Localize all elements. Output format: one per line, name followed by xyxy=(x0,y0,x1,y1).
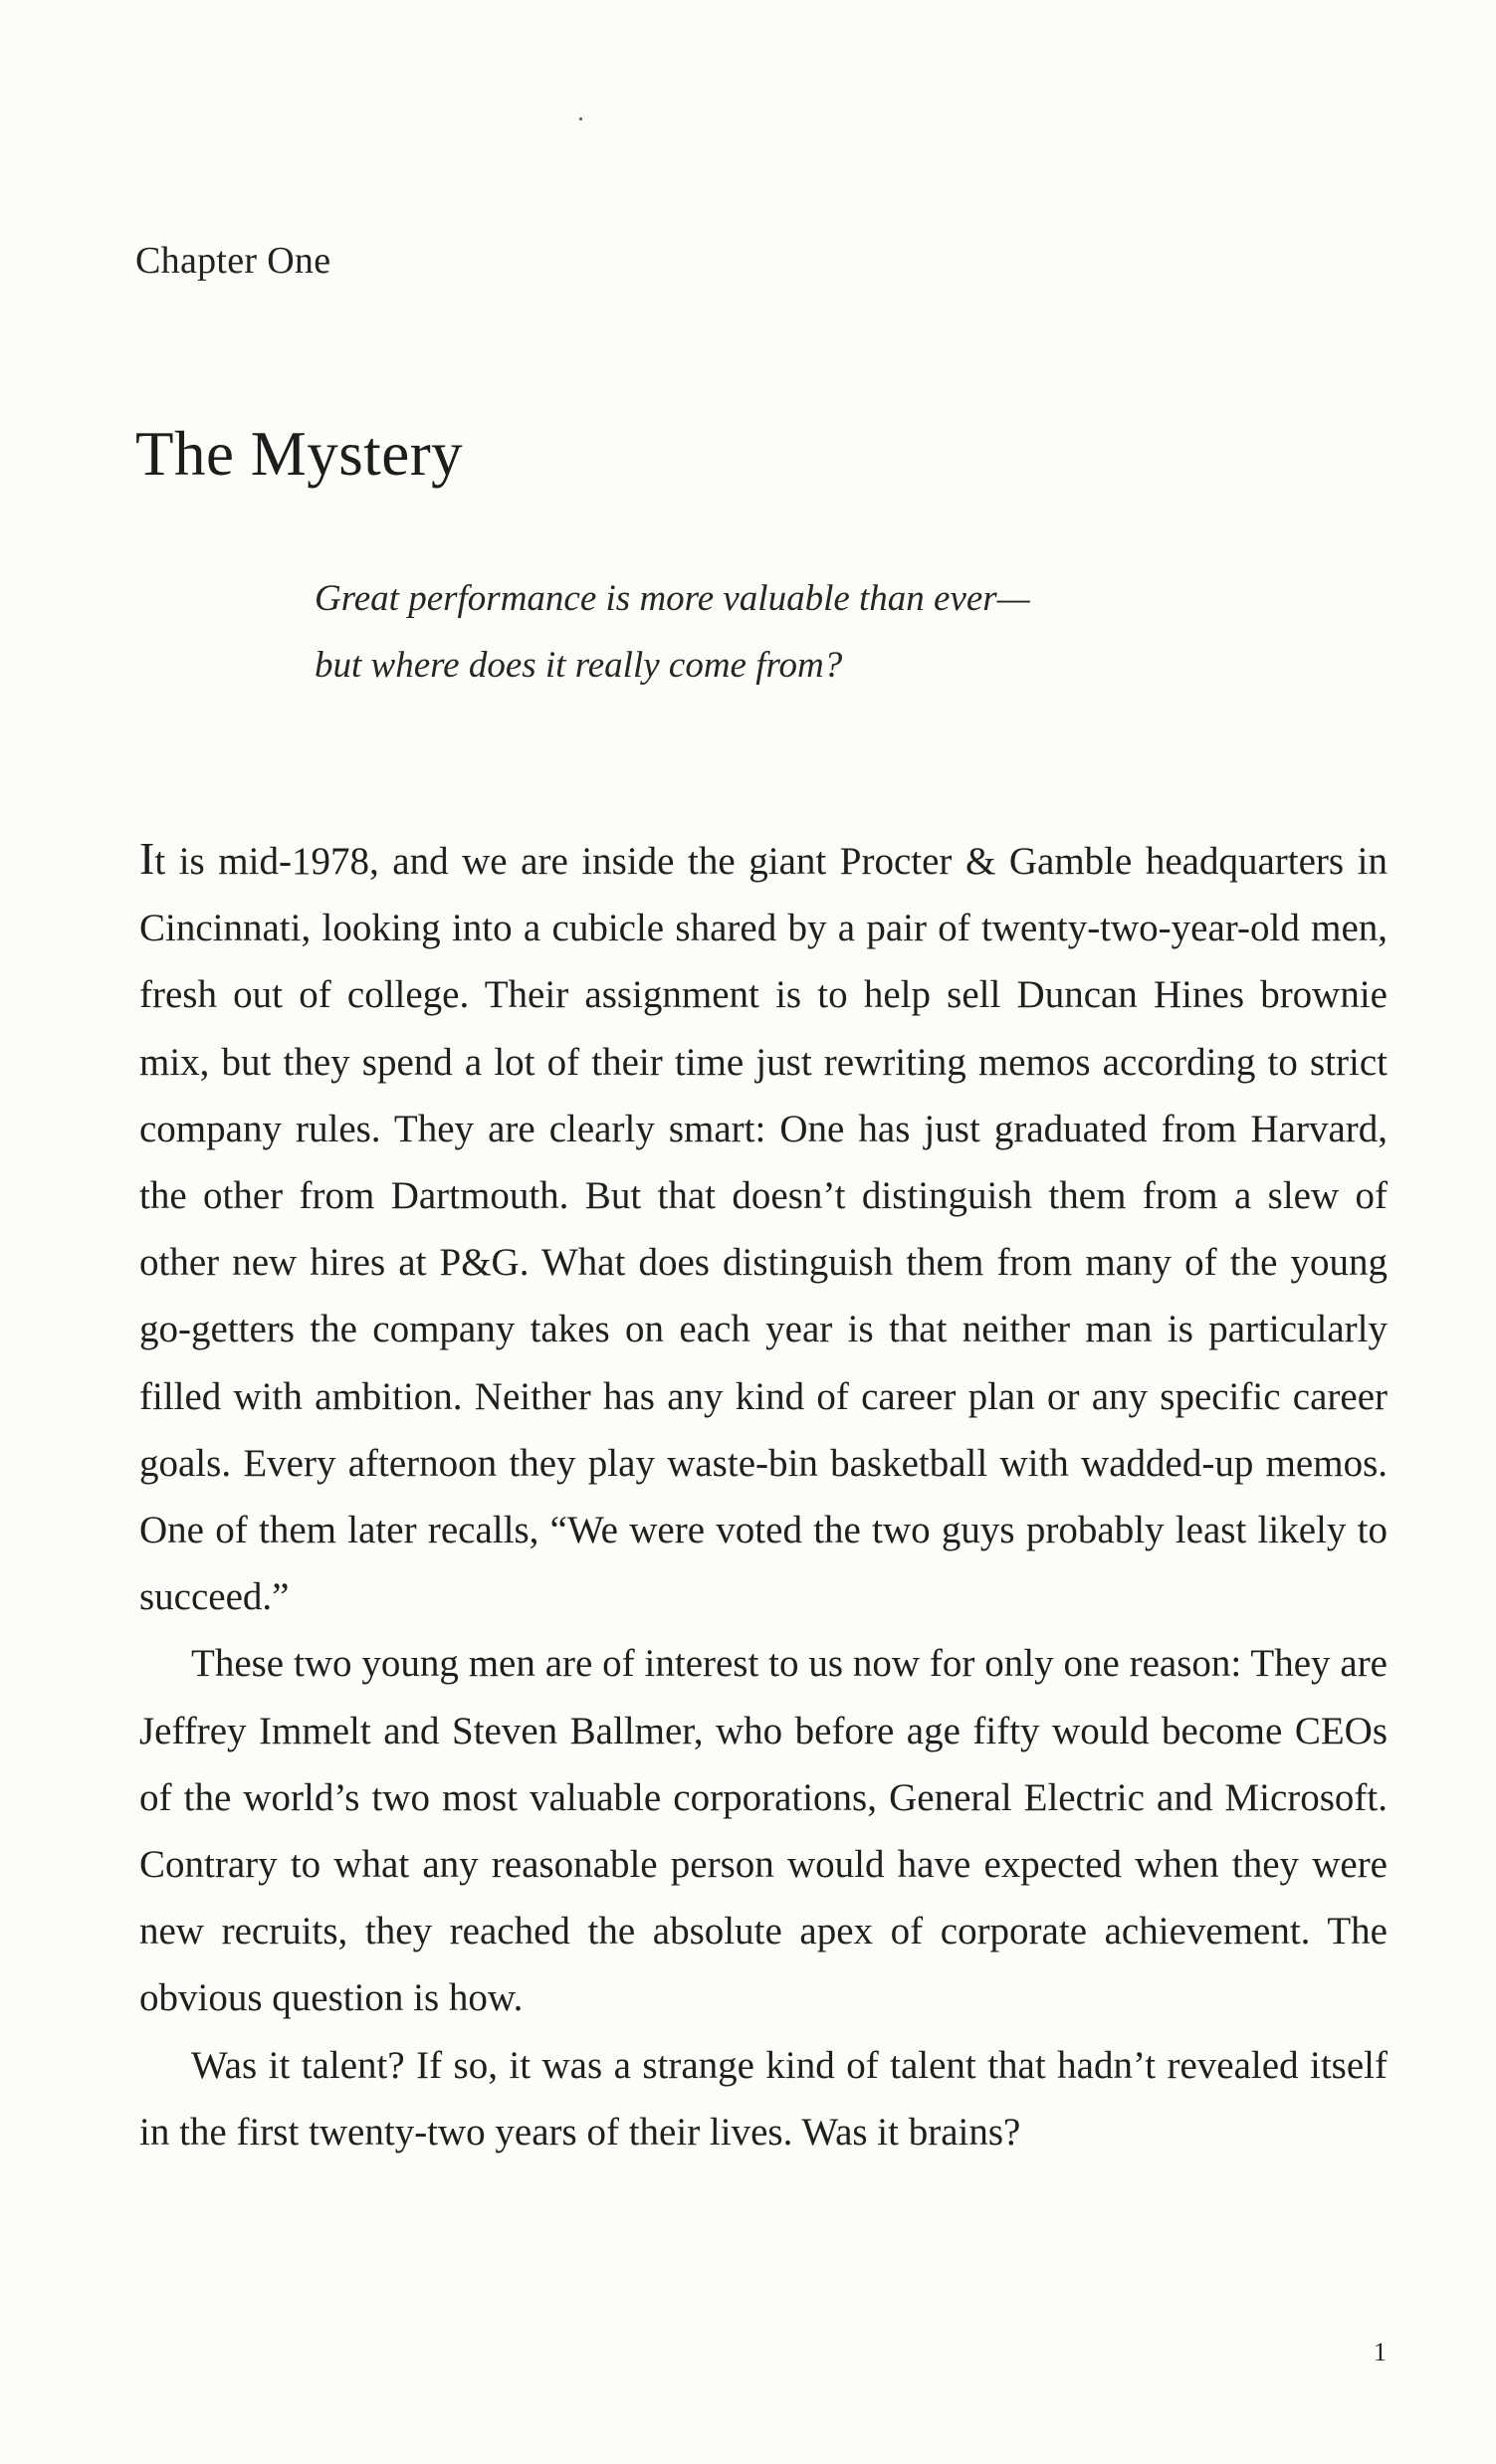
epigraph-line-1: Great performance is more valuable than ever— xyxy=(315,578,1030,619)
paragraph-2: These two young men are of interest to us now for only one reason: They are Jeffrey Immelt and Steven Ballmer, who before age fifty would become CEOs of the world’s two most valuable corporations, General Electric and Microsoft. Contrary to what any reasonable person would have expected when they were new recruits, they reached the absolute apex of corporate achievement. The obvious question is how. xyxy=(139,1642,1388,2020)
body-text xyxy=(139,825,1388,2165)
chapter-title: The Mystery xyxy=(135,419,464,489)
page-number: 1 xyxy=(1374,2338,1387,2366)
paragraph-1-text: t is mid-1978, and we are inside the giant Procter & Gamble headquarters in Cincinnati, looking into a cubicle shared by a pair of twenty-two-year-old men, fresh out of college. Their assignment is to help sell Duncan Hines brownie mix, but they spend a lot of their time just rewriting memos according to strict company rules. They are clearly smart: One has just graduated from Harvard, the other from Dartmouth. But that doesn’t distinguish them from a slew of other new hires at P&G. What does distinguish them from many of the young go-getters the company takes on each year is that neither man is particularly filled with ambition. Neither has any kind of career plan or any specific career goals. Every afternoon they play waste-bin basketball with wadded-up memos. One of them later recalls, “We were voted the two guys probably least likely to succeed.” xyxy=(139,840,1388,1619)
paper-speck xyxy=(579,117,582,120)
epigraph xyxy=(315,565,1210,699)
paragraph-1 xyxy=(139,825,1388,1630)
first-letter: I xyxy=(139,833,155,884)
epigraph-line-2: but where does it really come from? xyxy=(315,645,843,686)
chapter-label: Chapter One xyxy=(135,240,331,282)
paragraph-3: Was it talent? If so, it was a strange kind of talent that hadn’t revealed itself in the first twenty-two years of their lives. Was it brains? xyxy=(139,2043,1388,2154)
